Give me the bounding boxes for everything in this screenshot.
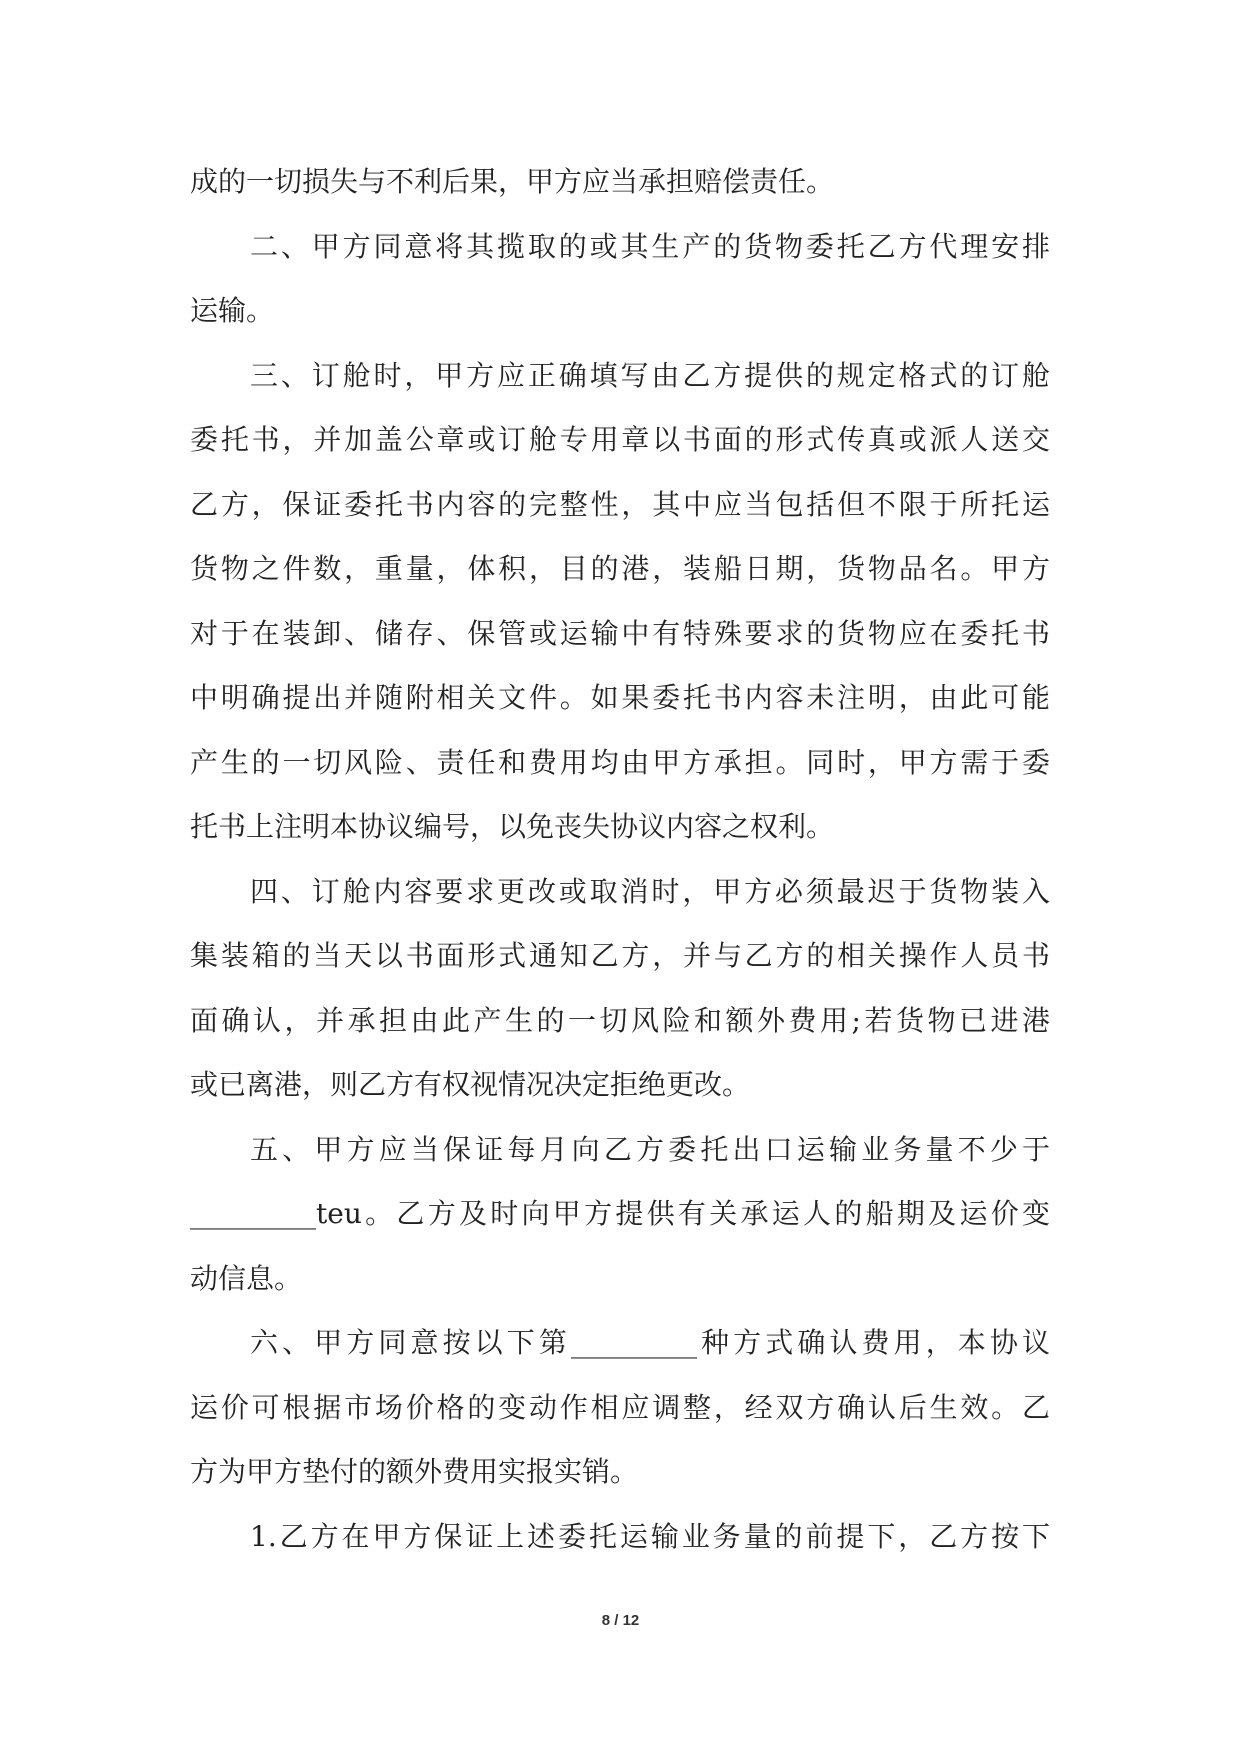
text-line: 运输。 <box>190 294 275 327</box>
text-line: 中明确提出并随附相关文件。如果委托书内容未注明，由此可能 <box>190 681 1050 714</box>
text-line: 四、订舱内容要求更改或取消时，甲方必须最迟于货物装入 <box>250 874 1050 908</box>
paragraph <box>190 344 1050 860</box>
paragraph <box>190 150 1050 215</box>
text-line: 面确认，并承担由此产生的一切风险和额外费用;若货物已进港 <box>190 1003 1050 1037</box>
text-line: 货物之件数，重量，体积，目的港，装船日期，货物品名。甲方 <box>190 552 1050 585</box>
paragraph <box>190 215 1050 344</box>
text-line: 三、订舱时，甲方应正确填写由乙方提供的规定格式的订舱 <box>250 358 1050 392</box>
paragraph <box>190 860 1050 1118</box>
page-number: 8 / 12 <box>601 1612 640 1629</box>
text-line: 或已离港，则乙方有权视情况决定拒绝更改。 <box>190 1068 751 1101</box>
text-line: 成的一切损失与不利后果，甲方应当承担赔偿责任。 <box>190 165 835 198</box>
text-line: 六、甲方同意按以下第_________种方式确认费用，本协议 <box>250 1326 1050 1359</box>
text-line: 产生的一切风险、责任和费用均由甲方承担。同时，甲方需于委 <box>190 745 1050 779</box>
text-line: 集装箱的当天以书面形式通知乙方，并与乙方的相关操作人员书 <box>190 939 1050 972</box>
text-line: 托书上注明本协议编号，以免丧失协议内容之权利。 <box>190 810 835 843</box>
text-line: _________teu。乙方及时向甲方提供有关承运人的船期及运价变 <box>190 1197 1050 1230</box>
paragraph <box>190 1505 1050 1570</box>
text-line: 委托书，并加盖公章或订舱专用章以书面的形式传真或派人送交 <box>190 423 1050 456</box>
paragraph <box>190 1118 1050 1312</box>
text-line: 1.乙方在甲方保证上述委托运输业务量的前提下，乙方按下 <box>250 1519 1050 1553</box>
text-line: 乙方，保证委托书内容的完整性，其中应当包括但不限于所托运 <box>190 487 1050 521</box>
text-line: 运价可根据市场价格的变动作相应调整，经双方确认后生效。乙 <box>190 1390 1050 1424</box>
text-line: 动信息。 <box>190 1261 303 1295</box>
text-line: 对于在装卸、储存、保管或运输中有特殊要求的货物应在委托书 <box>190 616 1050 650</box>
text-line: 二、甲方同意将其揽取的或其生产的货物委托乙方代理安排 <box>250 229 1050 263</box>
document-body <box>190 150 1050 1569</box>
paragraph <box>190 1311 1050 1505</box>
text-line: 五、甲方应当保证每月向乙方委托出口运输业务量不少于 <box>250 1132 1050 1166</box>
text-line: 方为甲方垫付的额外费用实报实销。 <box>190 1455 639 1488</box>
